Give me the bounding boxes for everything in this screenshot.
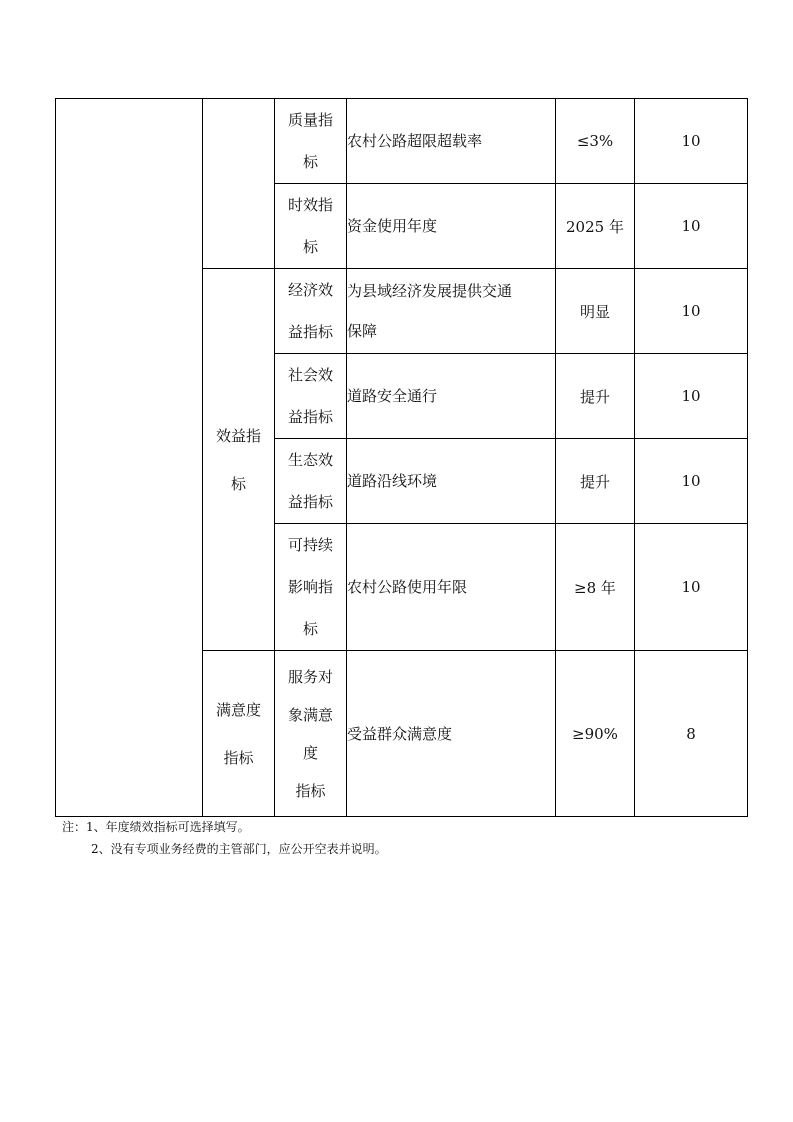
description-cell: 受益群众满意度 xyxy=(347,651,556,817)
indicator-cell: 时效指 标 xyxy=(275,184,347,269)
score-cell: 10 xyxy=(635,524,748,651)
table-notes xyxy=(62,816,387,860)
score-cell: 10 xyxy=(635,269,748,354)
indicator-cell: 经济效 益指标 xyxy=(275,269,347,354)
description-cell: 资金使用年度 xyxy=(347,184,556,269)
description-cell: 农村公路超限超载率 xyxy=(347,99,556,184)
table-row xyxy=(56,99,748,184)
indicator-cell: 社会效 益指标 xyxy=(275,354,347,439)
indicator-cell: 可持续 影响指 标 xyxy=(275,524,347,651)
indicator-cell: 质量指 标 xyxy=(275,99,347,184)
value-cell: 提升 xyxy=(556,354,635,439)
category-cell-satisfaction: 满意度 指标 xyxy=(203,651,275,817)
note-line-1: 注：1、年度绩效指标可选择填写。 xyxy=(62,820,250,834)
category-cell-benefit: 效益指 标 xyxy=(203,269,275,651)
score-cell: 10 xyxy=(635,184,748,269)
description-cell: 道路安全通行 xyxy=(347,354,556,439)
value-cell: 2025 年 xyxy=(556,184,635,269)
performance-indicator-table xyxy=(55,98,748,817)
score-cell: 10 xyxy=(635,99,748,184)
indicator-cell: 生态效 益指标 xyxy=(275,439,347,524)
category-cell-empty xyxy=(203,99,275,269)
description-cell: 农村公路使用年限 xyxy=(347,524,556,651)
description-cell: 道路沿线环境 xyxy=(347,439,556,524)
score-cell: 10 xyxy=(635,354,748,439)
description-cell: 为县域经济发展提供交通 保障 xyxy=(347,269,556,354)
score-cell: 8 xyxy=(635,651,748,817)
value-cell: ≥90% xyxy=(556,651,635,817)
value-cell: 明显 xyxy=(556,269,635,354)
value-cell: ≥8 年 xyxy=(556,524,635,651)
score-cell: 10 xyxy=(635,439,748,524)
indicator-cell: 服务对 象满意 度 指标 xyxy=(275,651,347,817)
first-column-cell xyxy=(56,99,203,817)
note-line-2: 2、没有专项业务经费的主管部门，应公开空表并说明。 xyxy=(91,842,387,856)
value-cell: 提升 xyxy=(556,439,635,524)
value-cell: ≤3% xyxy=(556,99,635,184)
